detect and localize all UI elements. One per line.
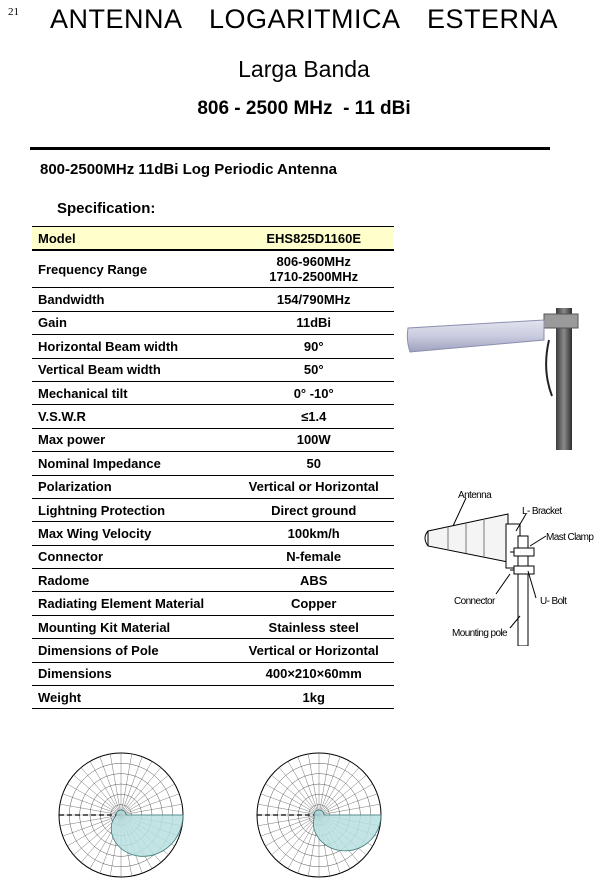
spec-value-cell: 100km/h xyxy=(233,522,394,545)
spec-label-cell: Max power xyxy=(32,428,233,451)
spec-label-cell: Polarization xyxy=(32,475,233,498)
spec-value-cell xyxy=(233,250,394,288)
spec-row xyxy=(32,615,394,638)
spec-value-line: 1710-2500MHz xyxy=(269,269,359,285)
spec-value-cell: 100W xyxy=(233,428,394,451)
spec-value-cell: N-female xyxy=(233,545,394,568)
spec-label-cell: Vertical Beam width xyxy=(32,358,233,381)
spec-row xyxy=(32,686,394,709)
spec-value-cell: 90° xyxy=(233,335,394,358)
label-l-bracket: L- Bracket xyxy=(522,506,562,517)
spec-label-cell: Radome xyxy=(32,569,233,592)
specification-label: Specification: xyxy=(57,200,156,217)
spec-value-cell: Stainless steel xyxy=(233,615,394,638)
page-number: 21 xyxy=(8,6,19,18)
label-mounting-pole: Mounting pole xyxy=(452,628,508,639)
spec-row xyxy=(32,358,394,381)
spec-value-cell: Direct ground xyxy=(233,498,394,521)
spec-label-cell: Dimensions of Pole xyxy=(32,639,233,662)
spec-value-line: 806-960MHz xyxy=(276,254,351,270)
label-u-bolt: U- Bolt xyxy=(540,596,567,607)
spec-label-cell: Mounting Kit Material xyxy=(32,615,233,638)
page-title: ANTENNA LOGARITMICA ESTERNA xyxy=(49,4,559,34)
label-connector: Connector xyxy=(454,596,495,607)
spec-label-cell: Nominal Impedance xyxy=(32,452,233,475)
spec-label-cell: Frequency Range xyxy=(32,250,233,288)
spec-label-cell: Dimensions xyxy=(32,662,233,685)
spec-row xyxy=(32,545,394,568)
spec-value-cell: 400×210×60mm xyxy=(233,662,394,685)
label-antenna: Antenna xyxy=(458,490,492,501)
spec-value-cell: Vertical or Horizontal xyxy=(233,639,394,662)
spec-row xyxy=(32,569,394,592)
spec-label-cell: Max Wing Velocity xyxy=(32,522,233,545)
spec-row xyxy=(32,335,394,358)
spec-header-value: EHS825D1160E xyxy=(233,227,394,251)
spec-value-cell: ABS xyxy=(233,569,394,592)
spec-label-cell: Connector xyxy=(32,545,233,568)
spec-label-cell: Gain xyxy=(32,311,233,334)
vertical-radiation-pattern xyxy=(252,748,386,882)
spec-value-cell: 0° -10° xyxy=(233,381,394,404)
spec-row xyxy=(32,592,394,615)
page-subtitle: Larga Banda xyxy=(238,56,370,82)
spec-header-label: Model xyxy=(32,227,233,251)
spec-value-cell: ≤1.4 xyxy=(233,405,394,428)
divider-rule xyxy=(30,147,550,150)
spec-row xyxy=(32,452,394,475)
horizontal-radiation-pattern xyxy=(54,748,188,882)
spec-row xyxy=(32,405,394,428)
spec-row xyxy=(32,522,394,545)
label-mast-clamp: Mast Clamp xyxy=(546,532,594,543)
spec-value-cell: 154/790MHz xyxy=(233,288,394,311)
spec-row xyxy=(32,639,394,662)
spec-row xyxy=(32,475,394,498)
spec-table xyxy=(32,226,394,709)
spec-label-cell: Horizontal Beam width xyxy=(32,335,233,358)
spec-label-cell: Weight xyxy=(32,686,233,709)
spec-row xyxy=(32,288,394,311)
spec-value-cell: 11dBi xyxy=(233,311,394,334)
spec-value-cell: Vertical or Horizontal xyxy=(233,475,394,498)
spec-value-cell: 50 xyxy=(233,452,394,475)
spec-row xyxy=(32,428,394,451)
spec-row xyxy=(32,250,394,288)
antenna-photo xyxy=(404,300,594,450)
spec-value-cell: 1kg xyxy=(233,686,394,709)
frequency-gain-line: 806 - 2500 MHz - 11 dBi xyxy=(197,98,411,119)
assembly-diagram xyxy=(418,486,603,646)
spec-label-cell: Radiating Element Material xyxy=(32,592,233,615)
spec-value-cell: Copper xyxy=(233,592,394,615)
spec-row xyxy=(32,662,394,685)
spec-label-cell: Bandwidth xyxy=(32,288,233,311)
product-heading: 800-2500MHz 11dBi Log Periodic Antenna xyxy=(40,161,338,178)
spec-table-header xyxy=(32,227,394,251)
spec-row xyxy=(32,381,394,404)
spec-label-cell: Mechanical tilt xyxy=(32,381,233,404)
spec-label-cell: Lightning Protection xyxy=(32,498,233,521)
spec-value-cell: 50° xyxy=(233,358,394,381)
spec-label-cell: V.S.W.R xyxy=(32,405,233,428)
spec-row xyxy=(32,311,394,334)
spec-row xyxy=(32,498,394,521)
